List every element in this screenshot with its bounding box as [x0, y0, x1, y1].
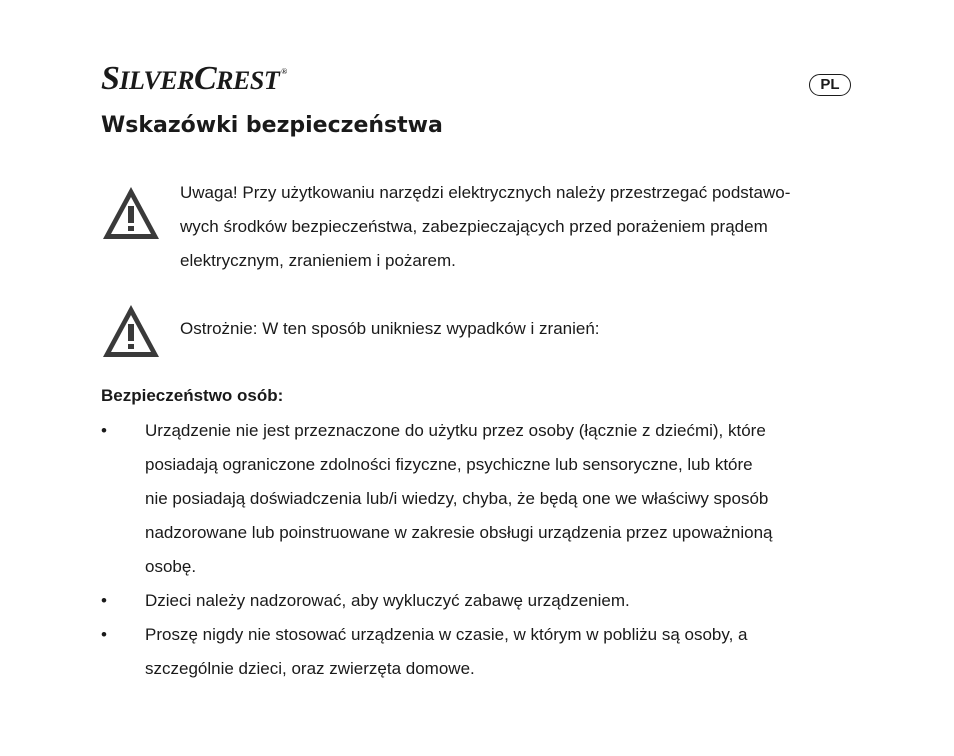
- warning-text-1: [180, 176, 790, 278]
- bullet-icon: •: [101, 591, 107, 610]
- warning-triangle-icon: [100, 184, 162, 242]
- bullet-icon: •: [101, 625, 107, 644]
- brand-logo: [101, 62, 287, 96]
- list-item-line: szczególnie dzieci, oraz zwierzęta domowe.: [145, 659, 475, 678]
- list-item-line: nie posiadają doświadczenia lub/i wiedzy, chyba, że będą one we właściwy sposób: [145, 489, 769, 508]
- warning-1-line-3: elektrycznym, zranieniem i pożarem.: [180, 251, 456, 270]
- list-item: [101, 414, 861, 584]
- warning-2-line-1: Ostrożnie: W ten sposób unikniesz wypadków i zranień:: [180, 319, 600, 338]
- bullet-icon: •: [101, 421, 107, 440]
- list-item-line: Proszę nigdy nie stosować urządzenia w czasie, w którym w pobliżu są osoby, a: [145, 625, 748, 644]
- personal-safety-heading: Bezpieczeństwo osób:: [101, 386, 284, 405]
- brand-letter-s: S: [101, 60, 120, 97]
- brand-word-rest: REST: [216, 66, 280, 95]
- list-item-line: posiadają ograniczone zdolności fizyczne, psychiczne lub sensoryczne, lub które: [145, 455, 753, 474]
- list-item-line: Urządzenie nie jest przeznaczone do użytku przez osoby (łącznie z dziećmi), które: [145, 421, 766, 440]
- list-item: [101, 618, 861, 686]
- list-item-line: Dzieci należy nadzorować, aby wykluczyć zabawę urządzeniem.: [145, 591, 630, 610]
- brand-word-ilver: ILVER: [119, 66, 194, 95]
- warning-1-line-2: wych środków bezpieczeństwa, zabezpieczających przed porażeniem prądem: [180, 217, 768, 236]
- list-item: [101, 584, 861, 618]
- list-item-line: osobę.: [145, 557, 197, 576]
- personal-safety-list: [101, 414, 861, 686]
- warning-triangle-icon: [100, 302, 162, 360]
- registered-mark: ®: [281, 67, 287, 76]
- warning-text-2: [180, 312, 600, 346]
- brand-letter-c: C: [193, 60, 217, 97]
- language-badge: PL: [809, 74, 851, 96]
- warning-1-line-1: Uwaga! Przy użytkowaniu narzędzi elektrycznych należy przestrzegać podstawo-: [180, 183, 791, 202]
- list-item-line: nadzorowane lub poinstruowane w zakresie obsługi urządzenia przez upoważnioną: [145, 523, 773, 542]
- page-title: Wskazówki bezpieczeństwa: [101, 113, 443, 138]
